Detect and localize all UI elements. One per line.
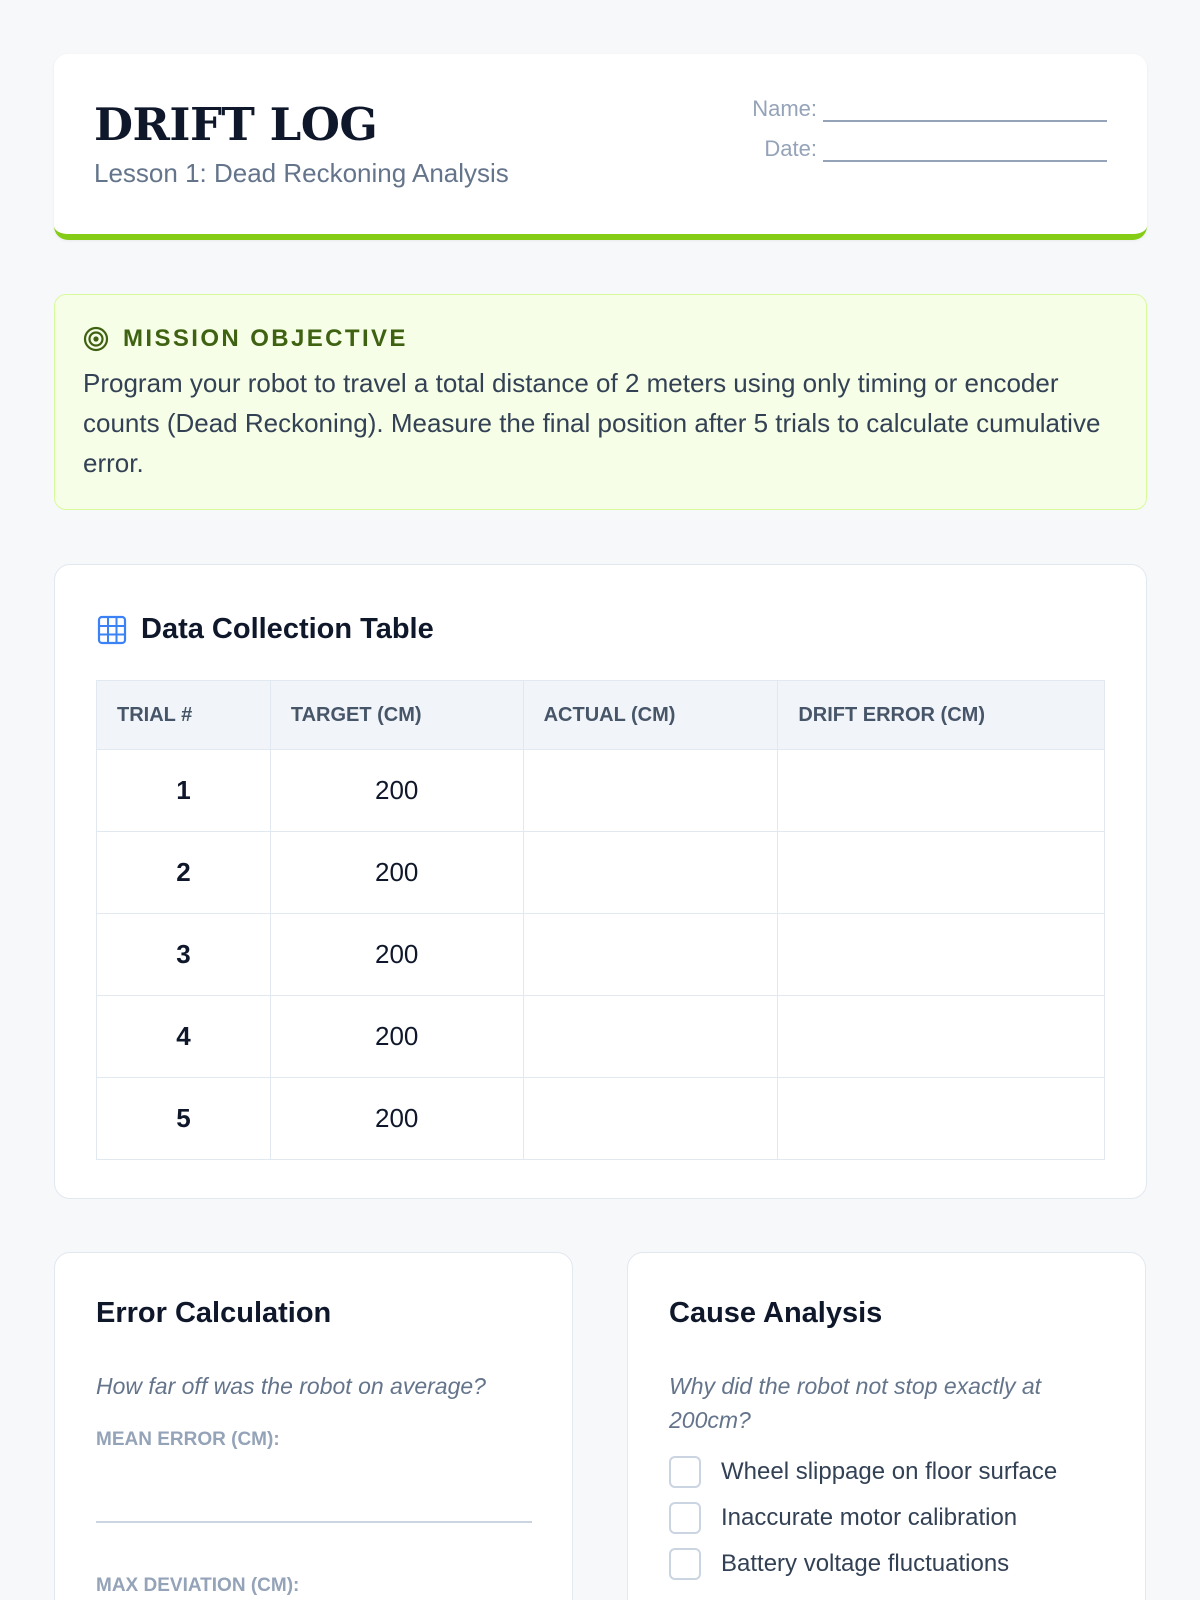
column-header-trial: TRIAL # (97, 681, 271, 750)
mission-objective-panel (54, 294, 1147, 510)
error-calculation-question: How far off was the robot on average? (96, 1373, 486, 1399)
mission-title: MISSION OBJECTIVE (123, 325, 408, 352)
target-value: 200 (270, 1078, 523, 1160)
column-header-drift-error: DRIFT ERROR (CM) (778, 681, 1105, 750)
actual-cell[interactable] (523, 914, 778, 996)
table-header-row (97, 681, 1105, 750)
target-value: 200 (270, 832, 523, 914)
table-title: Data Collection Table (141, 613, 434, 645)
target-value: 200 (270, 996, 523, 1078)
cause-analysis-title: Cause Analysis (669, 1297, 883, 1329)
data-collection-table (96, 680, 1105, 1160)
table-row (97, 1078, 1105, 1160)
name-label: Name: (752, 96, 817, 121)
date-label: Date: (764, 136, 817, 161)
drift-error-cell[interactable] (778, 996, 1105, 1078)
target-icon (83, 326, 109, 352)
cause-option[interactable] (669, 1495, 1057, 1541)
mean-error-input-line[interactable] (96, 1521, 532, 1523)
mission-description: Program your robot to travel a total distance of 2 meters using only timing or encoder counts (Dead Reckoning). Measure the final position after 5 trials to calculate cumulative error. (83, 368, 1101, 478)
table-heading (97, 613, 434, 646)
cause-analysis-card (627, 1252, 1146, 1600)
cause-option[interactable] (669, 1449, 1057, 1495)
cause-option-label: Battery voltage fluctuations (721, 1550, 1010, 1577)
trial-number: 5 (97, 1078, 271, 1160)
data-collection-card (54, 564, 1147, 1199)
cause-option-label: Wheel slippage on floor surface (721, 1458, 1058, 1485)
page-title: DRIFT LOG (94, 98, 378, 151)
checkbox[interactable] (669, 1456, 701, 1488)
cause-analysis-question: Why did the robot not stop exactly at 200cm? (669, 1373, 1042, 1433)
cause-option[interactable] (669, 1541, 1057, 1587)
column-header-actual: ACTUAL (CM) (523, 681, 778, 750)
checkbox[interactable] (669, 1502, 701, 1534)
date-blank-line[interactable] (823, 144, 1107, 162)
max-deviation-label: MAX DEVIATION (CM): (96, 1575, 300, 1596)
table-row (97, 832, 1105, 914)
actual-cell[interactable] (523, 996, 778, 1078)
mean-error-label: MEAN ERROR (CM): (96, 1429, 280, 1450)
actual-cell[interactable] (523, 832, 778, 914)
drift-error-cell[interactable] (778, 914, 1105, 996)
column-header-target: TARGET (CM) (270, 681, 523, 750)
name-field[interactable] (752, 96, 1107, 122)
table-row (97, 750, 1105, 832)
checkbox[interactable] (669, 1548, 701, 1580)
trial-number: 2 (97, 832, 271, 914)
error-calculation-title: Error Calculation (96, 1297, 332, 1329)
target-value: 200 (270, 750, 523, 832)
mission-heading (83, 325, 408, 353)
trial-number: 3 (97, 914, 271, 996)
drift-error-cell[interactable] (778, 832, 1105, 914)
date-field[interactable] (764, 136, 1107, 162)
trial-number: 1 (97, 750, 271, 832)
worksheet-header (54, 54, 1147, 240)
target-value: 200 (270, 914, 523, 996)
actual-cell[interactable] (523, 1078, 778, 1160)
name-blank-line[interactable] (823, 104, 1107, 122)
cause-option-label: Inaccurate motor calibration (721, 1504, 1018, 1531)
grid-icon (97, 615, 127, 645)
trial-number: 4 (97, 996, 271, 1078)
cause-checklist (669, 1449, 1057, 1587)
actual-cell[interactable] (523, 750, 778, 832)
drift-error-cell[interactable] (778, 750, 1105, 832)
table-row (97, 996, 1105, 1078)
drift-error-cell[interactable] (778, 1078, 1105, 1160)
table-row (97, 914, 1105, 996)
page-subtitle: Lesson 1: Dead Reckoning Analysis (94, 158, 509, 188)
error-calculation-card (54, 1252, 573, 1600)
